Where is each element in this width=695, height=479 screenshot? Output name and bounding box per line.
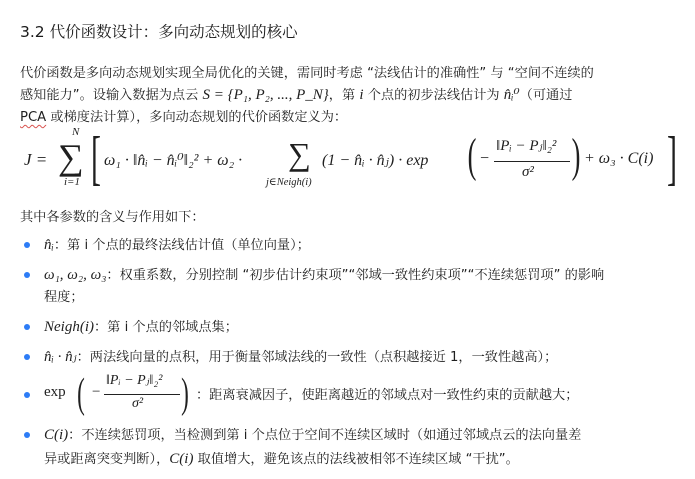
explain-title: 其中各参数的含义与作用如下： [20,210,205,225]
formula-term-2: (1 − n̂ᵢ · n̂ⱼ) · exp [322,152,429,169]
frac-numerator: ‖Pᵢ − Pⱼ‖₂² [496,138,557,154]
intro-line-3 [20,106,347,125]
bullet-math: ω₁, ω₂, ω₃ [44,267,107,283]
bullet-dot [24,324,30,330]
paren-right: ) [181,371,189,417]
pca-term: PCA [20,110,47,125]
frac-bar [104,394,180,395]
bullet-dot [24,272,30,278]
cost-function-formula [24,125,677,198]
formula-minus: − [480,150,490,167]
bullet-text: 异或距离突变判断）， [44,452,170,467]
intro-text: 或梯度法计算），多向动态规划的代价函数定义为： [46,110,348,125]
list-item [44,234,310,254]
sum-upper: N [72,126,80,138]
bullet-dot [24,432,30,438]
sum-lower: i=1 [64,176,80,188]
bullet-text: ：距离衰减因子，使距离越近的邻域点对一致性约束的贡献越大； [196,388,579,403]
bullet-math: exp [44,384,66,400]
frac-numerator: ‖Pᵢ − Pⱼ‖₂² [106,373,163,388]
bullet-text-continued: 程度； [44,290,84,305]
frac-denominator: σ² [522,164,534,180]
bullet-text: 取值增大，避免该点的法线被相邻不连续区域 “干扰”。 [193,452,519,467]
sum-symbol: ∑ [58,137,84,177]
list-item [44,424,581,444]
list-item [44,346,557,366]
intro-line-1: 代价函数是多向动态规划实现全局优化的关键，需同时考虑 “法线估计的准确性” 与 “空间不连续的 [20,66,594,81]
formula-term-1: ω₁ · ‖n̂ᵢ − n̂ᵢ⁰‖₂² + ω₂ · [104,152,243,169]
section-heading: 3.2 代价函数设计：多向动态规划的核心 [20,23,298,41]
bullet-text: ：第 i 个点的最终法线估计值（单位向量）； [53,238,310,253]
paren-left: ( [467,129,477,182]
intro-line-2 [20,84,572,104]
bullet-math: C(i) [169,451,194,467]
bullet-math: n̂ᵢ · n̂ⱼ [44,349,77,365]
sum2-lower: j∈Neigh(i) [266,177,312,188]
list-item [44,316,238,336]
bullet-math: C(i) [44,427,69,443]
sum2-symbol: ∑ [288,136,311,172]
frac-bar [494,161,570,162]
intro-text: 个点的初步法线估计为 [363,88,504,103]
bullet-text: ：不连续惩罚项，当检测到第 i 个点位于空间不连续区域时（如通过邻域点云的法向量差 [68,428,582,443]
pointcloud-math: S = {P₁, P₂, ..., P_N} [202,87,329,103]
bullet-dot [24,354,30,360]
paren-right: ) [571,129,581,182]
bullet-dot [24,242,30,248]
formula-term-3: + ω₃ · C(i) [584,150,654,167]
normal-init-math: n̂ᵢ⁰ [503,87,520,103]
paren-left: ( [77,371,85,417]
intro-text: 感知能力”。设输入数据为点云 [20,88,203,103]
list-item [44,264,604,284]
big-right-bracket: ] [666,125,677,191]
bullet-math: n̂ᵢ [44,237,54,253]
intro-text: （可通过 [519,88,573,103]
index-math: i [359,87,364,103]
bullet-dot [24,392,30,398]
bullet-text: ：两法线向量的点积，用于衡量邻域法线的一致性（点积越接近 1，一致性越高）； [76,350,558,365]
intro-text: ，第 [328,88,360,103]
bullet-text: ：第 i 个点的邻域点集； [94,320,238,335]
formula-minus: − [92,384,101,400]
big-left-bracket: [ [90,125,101,191]
bullet-math: Neigh(i) [44,319,94,335]
formula-lhs: J = [24,150,48,169]
frac-denominator: σ² [132,396,144,411]
bullet-text: ：权重系数，分别控制 “初步估计约束项”“邻域一致性约束项”“不连续惩罚项” 的影响 [106,268,605,283]
bullet-text-continued [44,448,519,468]
